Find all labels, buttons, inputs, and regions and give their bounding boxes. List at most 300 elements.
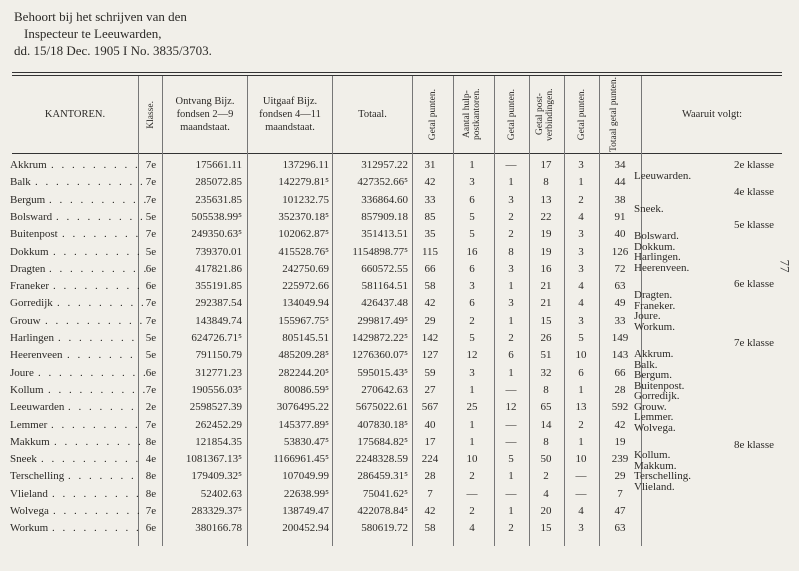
header-aantal-hulp-label: Aantal hulp-postkantoren. (462, 88, 482, 141)
cell-hulp: 6 (469, 297, 475, 310)
cell-tgp: 63 (614, 280, 626, 293)
office-name: Bolsward. (634, 229, 679, 242)
cell-gp3: 3 (578, 314, 584, 327)
cell-kl: 6e (145, 280, 157, 293)
cell-kl: 5e (145, 349, 157, 362)
class-heading: 6e klasse (733, 278, 774, 291)
office-name: Kollum. (634, 449, 671, 462)
cell-gp2: 3 (508, 297, 514, 310)
table-row (0, 505, 780, 522)
cell-uit: 3076495.22 (276, 401, 329, 414)
office-name: Vlieland. (634, 481, 675, 494)
kantoor-name: Franeker (10, 280, 50, 293)
cell-ont: 190556.03⁵ (191, 383, 242, 396)
kantoor-name: Makkum (10, 435, 50, 448)
cell-gp3: 3 (578, 262, 584, 275)
cell-gp3: — (575, 487, 587, 500)
class-heading: 5e klasse (733, 219, 774, 232)
leader-dots: . . . . . . . . . (57, 297, 147, 310)
kantoor-name: Leeuwarden (10, 401, 65, 414)
cell-gp3: 4 (578, 280, 584, 293)
cell-tot: 351413.51 (361, 228, 408, 241)
header-ontvang: Ontvang Bijz. fondsen 2—9 maandstaat. (175, 96, 235, 133)
kantoor-name: Harlingen (10, 332, 54, 344)
header-getal-punten-3 (565, 76, 599, 153)
cell-gp3: 1 (578, 383, 584, 396)
cell-tgp: 63 (614, 522, 626, 535)
cell-kl: 6e (145, 366, 157, 379)
leader-dots: . . . . . . . . . (53, 280, 143, 293)
cell-ont: 175661.11 (195, 159, 242, 171)
kantoor-name: Gorredijk (10, 297, 53, 310)
cell-gp: 17 (424, 435, 436, 448)
cell-tot: 422078.84⁵ (357, 505, 408, 517)
cell-gp2: 1 (508, 366, 514, 379)
cell-gp: 85 (424, 210, 436, 223)
cell-hulp: 5 (469, 228, 475, 241)
cell-kl: 7e (145, 297, 157, 310)
kantoor-name: Grouw (10, 314, 41, 327)
cell-ont: 285072.85 (195, 176, 242, 189)
leader-dots: . . . . . . . . . (56, 210, 146, 223)
cell-hulp: 16 (466, 245, 478, 258)
cell-hulp: 12 (466, 349, 478, 362)
cell-ont: 791150.79 (195, 349, 242, 362)
cell-gp: 42 (424, 297, 436, 310)
cell-hulp: 2 (469, 505, 475, 517)
office-name: Buitenpost. (634, 379, 685, 392)
leader-dots: . . . . . . . . . . (48, 383, 148, 396)
cell-hulp: 2 (469, 314, 475, 327)
header-getal-punten-2 (495, 76, 529, 153)
cell-tgp: 34 (614, 159, 626, 171)
leader-dots: . . . . . . . . . . (41, 453, 141, 466)
cell-ont: 52402.63 (200, 487, 242, 500)
cell-gp: 59 (424, 366, 436, 379)
cell-kl: 7e (145, 383, 157, 396)
cell-gp: 58 (424, 280, 436, 293)
cell-kl: 7e (145, 228, 157, 241)
cell-uit: 200452.94 (282, 522, 329, 535)
cell-tgp: 40 (614, 228, 626, 241)
cell-kl: 7e (145, 159, 157, 171)
kantoor-name: Dragten (10, 262, 46, 275)
kantoor-name: Joure (10, 366, 34, 379)
cell-gp3: 4 (578, 297, 584, 310)
kantoor-name: Buitenpost (10, 228, 58, 241)
cell-hulp: 3 (469, 176, 475, 189)
header-getal-post (530, 76, 564, 153)
cell-tgp: 49 (614, 297, 626, 310)
cell-gp2: 2 (508, 228, 514, 241)
page-number: 77 (777, 259, 793, 273)
leader-dots: . . . . . . . (68, 470, 137, 483)
kantoor-name: Bergum (10, 193, 46, 206)
cell-uit: 225972.66 (282, 280, 329, 293)
cell-tot: 299817.49⁵ (357, 314, 408, 327)
cell-tgp: 33 (614, 314, 626, 327)
cell-gp2: 1 (508, 314, 514, 327)
kantoor-name: Heerenveen (10, 349, 63, 362)
cell-hulp: 6 (469, 193, 475, 206)
cell-uit: 22638.99⁵ (283, 487, 329, 500)
cell-tot: 660572.55 (361, 262, 408, 275)
cell-post: 8 (543, 176, 549, 189)
header-klasse (139, 76, 162, 153)
cell-gp: 42 (424, 505, 436, 517)
cell-post: 26 (540, 332, 552, 344)
office-name: Akkrum. (634, 347, 674, 360)
cell-tgp: 126 (611, 245, 629, 258)
cell-uit: 805145.51 (282, 332, 329, 344)
cell-ont: 417821.86 (195, 262, 242, 275)
cell-ont: 312771.23 (195, 366, 242, 379)
cell-tot: 286459.31⁵ (357, 470, 408, 483)
cell-tot: 581164.51 (361, 280, 408, 293)
cell-ont: 505538.99⁵ (191, 210, 242, 223)
cell-ont: 179409.32⁵ (191, 470, 242, 483)
cell-kl: 8e (145, 435, 157, 448)
heading-line-2: Inspecteur te Leeuwarden, (24, 26, 162, 41)
cell-hulp: 2 (469, 470, 475, 483)
cell-tgp: 19 (614, 435, 626, 448)
cell-gp2: — (505, 435, 517, 448)
cell-tot: 580619.72 (361, 522, 408, 535)
cell-ont: 2598527.39 (189, 401, 242, 414)
cell-gp: 7 (427, 487, 433, 500)
office-name: Grouw. (634, 400, 667, 413)
header-totaal-getal-label: Totaal getal punten. (608, 76, 619, 153)
cell-post: 8 (543, 435, 549, 448)
cell-post: 65 (540, 401, 552, 414)
cell-gp3: 4 (578, 210, 584, 223)
leader-dots: . . . . . . . . (62, 228, 141, 241)
cell-gp3: 2 (578, 418, 584, 431)
class-heading: 8e klasse (733, 438, 774, 451)
cell-gp3: 5 (578, 332, 584, 344)
cell-gp3: 3 (578, 159, 584, 171)
cell-ont: 262452.29 (195, 418, 242, 431)
kantoor-name: Dokkum (10, 245, 49, 258)
header-totaal: Totaal. (358, 109, 387, 120)
cell-ont: 283329.37⁵ (191, 505, 242, 517)
cell-kl: 4e (145, 453, 157, 466)
cell-post: 15 (540, 314, 552, 327)
cell-kl: 5e (145, 245, 157, 258)
header-bottom-rule (12, 153, 782, 154)
cell-tgp: 42 (614, 418, 626, 431)
cell-hulp: 1 (469, 435, 475, 448)
cell-gp2: 3 (508, 193, 514, 206)
cell-tgp: 28 (614, 383, 626, 396)
leader-dots: . . . . . . . . . (52, 522, 142, 535)
leader-dots: . . . . . . . (67, 349, 136, 362)
cell-tot: 75041.62⁵ (362, 487, 408, 500)
header-kantoren: KANTOREN. (44, 109, 106, 120)
cell-tot: 312957.22 (361, 159, 408, 171)
header-totaal-getal (600, 76, 641, 153)
cell-post: 16 (540, 262, 552, 275)
office-name: Dragten. (634, 288, 673, 301)
header-klasse-label: Klasse. (145, 100, 156, 129)
cell-tot: 175684.82⁵ (357, 435, 408, 448)
cell-tot: 427352.66⁵ (357, 176, 408, 189)
cell-hulp: 3 (469, 366, 475, 379)
cell-tot: 270642.63 (361, 383, 408, 396)
cell-tgp: 592 (611, 401, 629, 414)
cell-tot: 2248328.59 (355, 453, 408, 466)
cell-kl: 7e (145, 418, 157, 431)
cell-gp2: 3 (508, 262, 514, 275)
cell-uit: 134049.94 (282, 297, 329, 310)
cell-post: 4 (543, 487, 549, 500)
cell-uit: 282244.20⁵ (278, 366, 329, 379)
cell-gp2: — (505, 418, 517, 431)
cell-tgp: 239 (611, 453, 629, 466)
office-name: Joure. (634, 310, 661, 323)
cell-gp3: 10 (575, 453, 587, 466)
cell-kl: 7e (145, 314, 157, 327)
cell-hulp: 1 (469, 159, 475, 171)
cell-tot: 336864.60 (361, 193, 408, 206)
cell-post: 21 (540, 280, 552, 293)
cell-ont: 380166.78 (195, 522, 242, 535)
header-waaruit: Waaruit volgt: (681, 109, 743, 120)
office-name: Franeker. (634, 299, 676, 312)
kantoor-name: Wolvega (10, 505, 49, 517)
header-getal-punten-3-label: Getal punten. (577, 88, 587, 141)
header-getal-punten-2-label: Getal punten. (507, 88, 517, 141)
cell-kl: 6e (145, 262, 157, 275)
cell-tgp: 7 (617, 487, 623, 500)
cell-kl: 7e (145, 176, 157, 189)
cell-gp2: 1 (508, 505, 514, 517)
office-name: Sneek. (634, 202, 664, 215)
kantoor-name: Workum (10, 522, 49, 535)
cell-uit: 142279.81⁵ (278, 176, 329, 189)
leader-dots: . . . . . . . . . (52, 487, 142, 500)
cell-gp2: 2 (508, 522, 514, 535)
header-aantal-hulp (454, 76, 494, 153)
cell-uit: 101232.75 (282, 193, 329, 206)
table-row (0, 522, 780, 539)
cell-kl: 5e (145, 210, 157, 223)
cell-uit: 415528.76⁵ (278, 245, 329, 258)
cell-post: 21 (540, 297, 552, 310)
cell-uit: 352370.18⁵ (278, 210, 329, 223)
kantoor-name: Balk (10, 176, 31, 189)
cell-post: 32 (540, 366, 552, 379)
cell-gp: 40 (424, 418, 436, 431)
cell-kl: 7e (145, 505, 157, 517)
cell-tot: 857909.18 (361, 210, 408, 223)
cell-post: 19 (540, 228, 552, 241)
cell-post: 2 (543, 470, 549, 483)
kantoor-name: Sneek (10, 453, 37, 466)
leader-dots: . . . . . . . . . (53, 245, 143, 258)
cell-gp2: 2 (508, 210, 514, 223)
office-name: Makkum. (634, 459, 677, 472)
cell-tgp: 91 (614, 210, 626, 223)
kantoor-name: Vlieland (10, 487, 48, 500)
kantoor-name: Terschelling (10, 470, 65, 483)
cell-kl: 2e (145, 401, 157, 414)
office-name: Heerenveen. (634, 261, 690, 274)
cell-gp2: 6 (508, 349, 514, 362)
cell-hulp: 3 (469, 280, 475, 293)
office-name: Balk. (634, 358, 658, 371)
cell-ont: 355191.85 (195, 280, 242, 293)
cell-uit: 242750.69 (282, 262, 329, 275)
cell-gp2: — (505, 487, 517, 500)
office-name: Leeuwarden. (634, 169, 692, 182)
cell-tot: 1154898.77⁵ (352, 245, 408, 258)
header-getal-punten (413, 76, 453, 153)
waaruit-column (626, 160, 778, 493)
leader-dots: . . . . . . . . . . (49, 262, 149, 275)
class-heading: 2e klasse (733, 159, 774, 171)
cell-post: 8 (543, 383, 549, 396)
cell-ont: 739370.01 (195, 245, 242, 258)
cell-gp3: 3 (578, 245, 584, 258)
cell-gp3: 1 (578, 435, 584, 448)
cell-post: 17 (540, 159, 552, 171)
cell-gp: 35 (424, 228, 436, 241)
cell-kl: 5e (145, 332, 157, 344)
cell-uit: 137296.11 (282, 159, 329, 171)
cell-gp: 29 (424, 314, 436, 327)
header-getal-post-label: Getal post-verbindingen. (535, 88, 555, 141)
cell-tgp: 44 (614, 176, 626, 189)
document-heading (14, 8, 212, 59)
heading-line-1: Behoort bij het schrijven van den (14, 9, 187, 24)
cell-kl: 7e (145, 193, 157, 206)
cell-uit: 155967.75⁵ (278, 314, 329, 327)
cell-uit: 102062.87⁵ (278, 228, 329, 241)
cell-ont: 249350.63⁵ (191, 228, 242, 241)
cell-ont: 143849.74 (195, 314, 242, 327)
cell-hulp: 5 (469, 332, 475, 344)
leader-dots: . . . . . . . . . . . (38, 366, 149, 379)
leader-dots: . . . . . . . . . . . (35, 176, 146, 189)
cell-tot: 407830.18⁵ (357, 418, 408, 431)
cell-post: 19 (540, 245, 552, 258)
cell-post: 51 (540, 349, 552, 362)
cell-gp2: — (505, 159, 517, 171)
cell-kl: 8e (145, 470, 157, 483)
cell-uit: 138749.47 (282, 505, 329, 517)
cell-gp: 567 (421, 401, 439, 414)
cell-gp: 58 (424, 522, 436, 535)
cell-uit: 485209.28⁵ (278, 349, 329, 362)
cell-ont: 292387.54 (195, 297, 242, 310)
cell-gp3: 13 (575, 401, 587, 414)
cell-kl: 6e (145, 522, 157, 535)
cell-post: 13 (540, 193, 552, 206)
cell-gp2: 1 (508, 176, 514, 189)
cell-post: 50 (540, 453, 552, 466)
cell-ont: 624726.71⁵ (191, 332, 242, 344)
office-name: Workum. (634, 320, 675, 333)
cell-gp: 127 (421, 349, 439, 362)
cell-gp: 115 (421, 245, 439, 258)
heading-line-3: dd. 15/18 Dec. 1905 I No. 3835/3703. (14, 43, 212, 58)
cell-post: 22 (540, 210, 552, 223)
cell-hulp: — (466, 487, 478, 500)
cell-gp3: 6 (578, 366, 584, 379)
office-name: Dokkum. (634, 240, 676, 253)
cell-tgp: 29 (614, 470, 626, 483)
class-heading: 4e klasse (733, 186, 774, 199)
kantoor-name: Lemmer (10, 418, 48, 431)
cell-ont: 235631.85 (195, 193, 242, 206)
cell-hulp: 1 (469, 383, 475, 396)
cell-gp2: 2 (508, 332, 514, 344)
office-name: Terschelling. (634, 470, 691, 483)
cell-gp2: 8 (508, 245, 514, 258)
cell-hulp: 4 (469, 522, 475, 535)
cell-uit: 1166961.45⁵ (273, 453, 329, 466)
cell-hulp: 25 (466, 401, 478, 414)
cell-hulp: 10 (466, 453, 478, 466)
office-name: Wolvega. (634, 422, 676, 435)
leader-dots: . . . . . . . . . . (49, 193, 149, 206)
cell-uit: 53830.47⁵ (283, 435, 329, 448)
leader-dots: . . . . . . . . . (53, 505, 143, 517)
cell-gp: 142 (421, 332, 439, 344)
cell-tgp: 143 (611, 349, 629, 362)
cell-gp3: 1 (578, 176, 584, 189)
cell-tot: 426437.48 (361, 297, 408, 310)
cell-tgp: 149 (611, 332, 629, 344)
header-uitgaaf: Uitgaaf Bijz. fondsen 4—11 maandstaat. (259, 96, 321, 133)
cell-post: 15 (540, 522, 552, 535)
office-name: Lemmer. (634, 411, 674, 424)
office-name: Gorredijk. (634, 390, 680, 403)
cell-tgp: 38 (614, 193, 626, 206)
cell-uit: 80086.59⁵ (283, 383, 329, 396)
table-top-rule (12, 72, 782, 73)
cell-uit: 107049.99 (282, 470, 329, 483)
cell-hulp: 6 (469, 262, 475, 275)
cell-gp: 224 (421, 453, 439, 466)
leader-dots: . . . . . . . . . (51, 418, 141, 431)
cell-gp2: 12 (505, 401, 517, 414)
cell-gp: 28 (424, 470, 436, 483)
leader-dots: . . . . . . . . (58, 332, 137, 344)
leader-dots: . . . . . . . . . (51, 159, 141, 171)
cell-gp3: 4 (578, 505, 584, 517)
cell-ont: 1081367.13⁵ (185, 453, 242, 466)
cell-gp: 66 (424, 262, 436, 275)
leader-dots: . . . . . . . . . (54, 435, 144, 448)
cell-gp2: — (505, 383, 517, 396)
cell-gp: 33 (424, 193, 436, 206)
cell-post: 14 (540, 418, 552, 431)
cell-uit: 145377.89⁵ (278, 418, 329, 431)
cell-kl: 8e (145, 487, 157, 500)
leader-dots: . . . . . . . (68, 401, 137, 414)
leader-dots: . . . . . . . . . . (45, 314, 145, 327)
cell-gp: 42 (424, 176, 436, 189)
cell-hulp: 5 (469, 210, 475, 223)
cell-gp3: — (575, 470, 587, 483)
cell-tgp: 47 (614, 505, 626, 517)
kantoor-name: Kollum (10, 383, 44, 396)
cell-tot: 1276360.07⁵ (351, 349, 408, 362)
cell-gp2: 1 (508, 280, 514, 293)
cell-gp2: 1 (508, 470, 514, 483)
